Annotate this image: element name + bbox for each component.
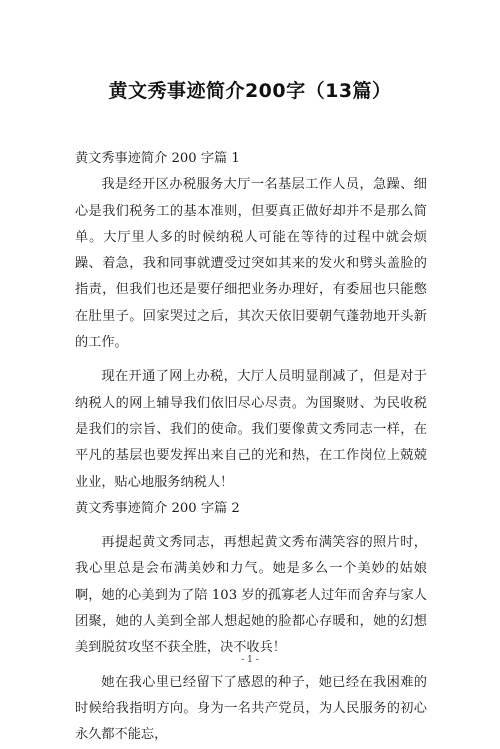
paragraph: 现在开通了网上办税，大厅人员明显削减了，但是对于纳税人的网上辅导我们依旧尽心尽责。为国聚财、为民收税是我们的宗旨、我们的使命。我们要像黄文秀同志一样，在平凡的基层也要发挥出来自己的光和热，在工作岗位上兢兢业业，贴心地服务纳税人！ xyxy=(75,369,427,490)
paragraph-spacer xyxy=(75,522,427,530)
paragraph: 我是经开区办税服务大厅一名基层工作人员，急躁、细心是我们税务工的基本准则，但要真正做好却并不是那么简单。大厅里人多的时候纳税人可能在等待的过程中就会烦躁、着急，我和同事就遭受过突如其来的发火和劈头盖脸的指责，但我们也还是要仔细把业务办理好，有委屈也只能憋在肚里子。回家哭过之后，其次天依旧要朝气蓬勃地开头新的工作。 xyxy=(75,177,427,351)
section-heading-1: 黄文秀事迹简介 200 字篇 1 xyxy=(75,151,240,166)
paragraph-spacer xyxy=(75,356,427,364)
document-title: 黄文秀事迹简介200字（13篇） xyxy=(108,80,392,102)
section-heading-2: 黄文秀事迹简介 200 字篇 2 xyxy=(75,500,240,516)
paragraph: 她在我心里已经留下了感恩的种子，她已经在我困难的时候给我指明方向。身为一名共产党员，为人民服务的初心永久都不能忘， xyxy=(75,674,427,743)
page-number: - 1 - xyxy=(241,655,259,665)
paragraph: 再提起黄文秀同志，再想起黄文秀布满笑容的照片时，我心里总是会布满美妙和力气。她是多么一个美妙的姑娘啊，她的心美到为了陪 103 岁的孤寡老人过年而舍弃与家人团聚，她的人美到全部人想起她的脸都心存暖和，她的幻想美到脱贫攻坚不获全胜，决不收兵！ xyxy=(75,535,427,656)
